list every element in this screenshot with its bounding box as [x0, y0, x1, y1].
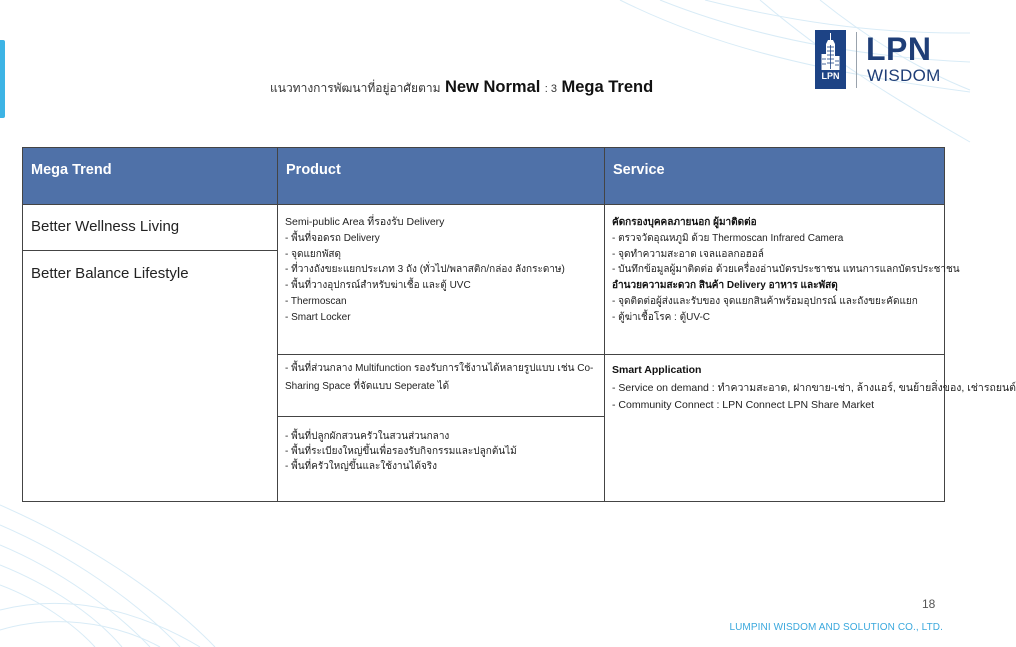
service-line: - จุดทำความสะอาด เจลแอลกอฮอล์ — [612, 248, 764, 260]
product-cell-multifunction — [278, 355, 605, 417]
mega-trend-wellness: Better Wellness Living — [23, 205, 278, 251]
service-line: - Community Connect : LPN Connect LPN Share Market — [612, 399, 875, 411]
service-line: - ตู้ฆ่าเชื้อโรค : ตู้UV-C — [612, 311, 711, 323]
product-cell-delivery — [278, 205, 605, 355]
service-subheading: คัดกรองบุคคลภายนอก ผู้มาติดต่อ — [612, 217, 757, 228]
title-separator: : 3 — [544, 83, 558, 95]
building-icon — [820, 33, 841, 70]
title-emphasis-new-normal: New Normal — [444, 78, 541, 96]
mega-trend-table — [22, 147, 1016, 502]
product-line: - Smart Locker — [285, 311, 351, 323]
header-product: Product — [278, 148, 605, 205]
header-mega-trend: Mega Trend — [23, 148, 278, 205]
product-line: - พื้นที่ปลูกผักสวนครัวในสวนส่วนกลาง — [285, 431, 450, 442]
service-subheading: Smart Application — [612, 364, 702, 376]
product-line: - พื้นที่ส่วนกลาง Multifunction รองรับการใช้งานได้หลายรูปแบบ เช่น Co-Sharing Space ที่จัดแบบ Seperate ได้ — [285, 363, 594, 392]
page-number: 18 — [922, 597, 936, 611]
service-line: - ตรวจวัดอุณหภูมิ ด้วย Thermoscan Infrared Camera — [612, 232, 844, 244]
title-emphasis-mega-trend: Mega Trend — [561, 78, 654, 96]
title-prefix: แนวทางการพัฒนาที่อยู่อาศัยตาม — [270, 81, 441, 95]
header-service: Service — [605, 148, 945, 205]
service-line: - Service on demand : ทำความสะอาด, ฝากขาย-เช่า, ล้างแอร์, ขนย้ายสิ่งของ, เช่ารถยนต์ — [612, 381, 1016, 394]
product-line: - พื้นที่จอดรถ Delivery — [285, 232, 380, 244]
footer-company-name: LUMPINI WISDOM AND SOLUTION CO., LTD. — [729, 622, 943, 633]
logo-wordmark-wisdom: WISDOM — [867, 66, 941, 85]
product-line: - พื้นที่ครัวใหญ่ขึ้นและใช้งานได้จริง — [285, 461, 438, 472]
logo-divider — [856, 32, 857, 88]
product-line: - พื้นที่วางอุปกรณ์สำหรับฆ่าเชื้อ และตู้ UVC — [285, 280, 471, 292]
product-cell-garden — [278, 417, 605, 502]
service-cell-screening — [605, 205, 960, 355]
lpn-wisdom-logo — [815, 30, 945, 90]
logo-badge — [815, 30, 846, 89]
product-line: - พื้นที่ระเบียงใหญ่ขึ้นเพื่อรองรับกิจกรรมและปลูกต้นไม้ — [285, 446, 517, 457]
product-line: - จุดแยกพัสดุ — [285, 248, 342, 260]
service-cell-smart-application — [605, 355, 1016, 502]
logo-badge-text: LPN — [821, 71, 840, 81]
service-line: - จุดติดต่อผู้ส่งและรับของ จุดแยกสินค้าพร้อมอุปกรณ์ และถังขยะคัดแยก — [612, 295, 918, 307]
product-line: - Thermoscan — [285, 295, 347, 307]
mega-trend-balance: Better Balance Lifestyle — [23, 251, 278, 502]
service-line: - บันทึกข้อมูลผู้มาติดต่อ ด้วยเครื่องอ่านบัตรประชาชน แทนการแลกบัตรประชาชน — [612, 264, 960, 276]
logo-wordmark-lpn: LPN — [866, 31, 932, 67]
product-line: - ที่วางถังขยะแยกประเภท 3 ถัง (ทั่วไป/พลาสติก/กล่อง ลังกระดาษ) — [285, 264, 565, 276]
slide-title — [270, 77, 653, 99]
service-subheading: อำนวยความสะดวก สินค้า Delivery อาหาร และพัสดุ — [612, 280, 838, 292]
left-accent-bar — [0, 40, 5, 118]
product-line: Semi-public Area ที่รองรับ Delivery — [285, 216, 445, 228]
